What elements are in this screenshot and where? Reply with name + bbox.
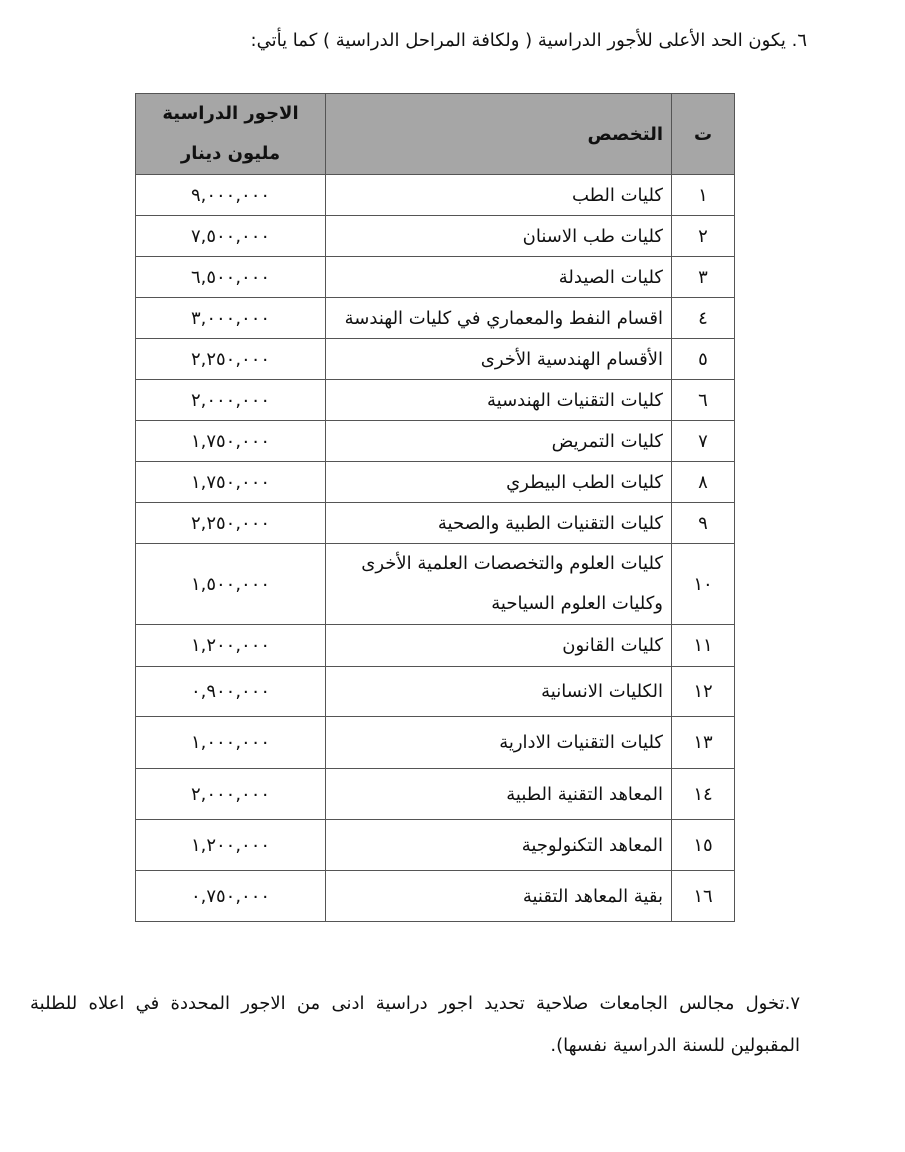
row-fee: ٢,٢٥٠,٠٠٠ [136,503,326,544]
row-number: ١١ [672,625,735,667]
row-fee: ٧,٥٠٠,٠٠٠ [136,216,326,257]
column-header-number: ت [672,94,735,175]
row-specialization: المعاهد التقنية الطبية [326,769,672,820]
table-row [136,820,735,871]
row-number: ٣ [672,257,735,298]
row-number: ٨ [672,462,735,503]
row-specialization: كليات الطب [326,175,672,216]
table-row [136,298,735,339]
table-row [136,339,735,380]
row-specialization: كليات القانون [326,625,672,667]
row-number: ٤ [672,298,735,339]
row-specialization: المعاهد التكنولوجية [326,820,672,871]
column-header-fees [136,94,326,175]
row-specialization: كليات طب الاسنان [326,216,672,257]
row-fee: ٢,٠٠٠,٠٠٠ [136,769,326,820]
table-row [136,257,735,298]
row-specialization: كليات الصيدلة [326,257,672,298]
row-specialization: اقسام النفط والمعماري في كليات الهندسة [326,298,672,339]
row-specialization: كليات التمريض [326,421,672,462]
row-specialization: كليات الطب البيطري [326,462,672,503]
row-specialization: الأقسام الهندسية الأخرى [326,339,672,380]
table-body [136,175,735,922]
table-row [136,667,735,717]
row-specialization: كليات التقنيات الادارية [326,717,672,769]
row-fee: ١,٧٥٠,٠٠٠ [136,462,326,503]
row-number: ١٢ [672,667,735,717]
row-number: ١٠ [672,544,735,625]
table-header-row [136,94,735,175]
row-fee: ٩,٠٠٠,٠٠٠ [136,175,326,216]
row-number: ٧ [672,421,735,462]
table-row [136,462,735,503]
table-row [136,216,735,257]
row-number: ١٣ [672,717,735,769]
table-row [136,503,735,544]
row-fee: ١,٧٥٠,٠٠٠ [136,421,326,462]
row-specialization: كليات العلوم والتخصصات العلمية الأخرى وكليات العلوم السياحية [326,544,672,625]
fee-header-title: الاجور الدراسية [162,103,299,124]
row-number: ١٤ [672,769,735,820]
fee-header-unit: مليون دينار [180,143,281,164]
row-number: ٢ [672,216,735,257]
row-specialization: كليات التقنيات الهندسية [326,380,672,421]
section-7-paragraph: ٧.تخول مجالس الجامعات صلاحية تحديد اجور دراسية ادنى من الاجور المحددة في اعلاه للطلبة المقبولين للسنة الدراسية نفسها). [30,993,800,1056]
table-row [136,871,735,922]
row-fee: ١,٠٠٠,٠٠٠ [136,717,326,769]
row-fee: ٠,٧٥٠,٠٠٠ [136,871,326,922]
row-number: ٥ [672,339,735,380]
row-number: ٦ [672,380,735,421]
row-number: ١ [672,175,735,216]
row-number: ١٥ [672,820,735,871]
row-fee: ١,٢٠٠,٠٠٠ [136,625,326,667]
row-fee: ٠,٩٠٠,٠٠٠ [136,667,326,717]
row-specialization: كليات التقنيات الطبية والصحية [326,503,672,544]
row-fee: ١,٥٠٠,٠٠٠ [136,544,326,625]
table-row [136,544,735,625]
tuition-fees-table [135,93,735,922]
row-number: ٩ [672,503,735,544]
table-row [136,175,735,216]
table-row [136,421,735,462]
row-number: ١٦ [672,871,735,922]
table-row [136,380,735,421]
row-fee: ١,٢٠٠,٠٠٠ [136,820,326,871]
row-fee: ٢,٠٠٠,٠٠٠ [136,380,326,421]
table-row [136,625,735,667]
row-specialization: الكليات الانسانية [326,667,672,717]
row-fee: ٦,٥٠٠,٠٠٠ [136,257,326,298]
row-fee: ٣,٠٠٠,٠٠٠ [136,298,326,339]
row-fee: ٢,٢٥٠,٠٠٠ [136,339,326,380]
row-specialization: بقية المعاهد التقنية [326,871,672,922]
section-6-heading: ٦. يكون الحد الأعلى للأجور الدراسية ( ولكافة المراحل الدراسية ) كما يأتي: [250,30,807,51]
table-row [136,717,735,769]
column-header-specialization: التخصص [326,94,672,175]
table-row [136,769,735,820]
